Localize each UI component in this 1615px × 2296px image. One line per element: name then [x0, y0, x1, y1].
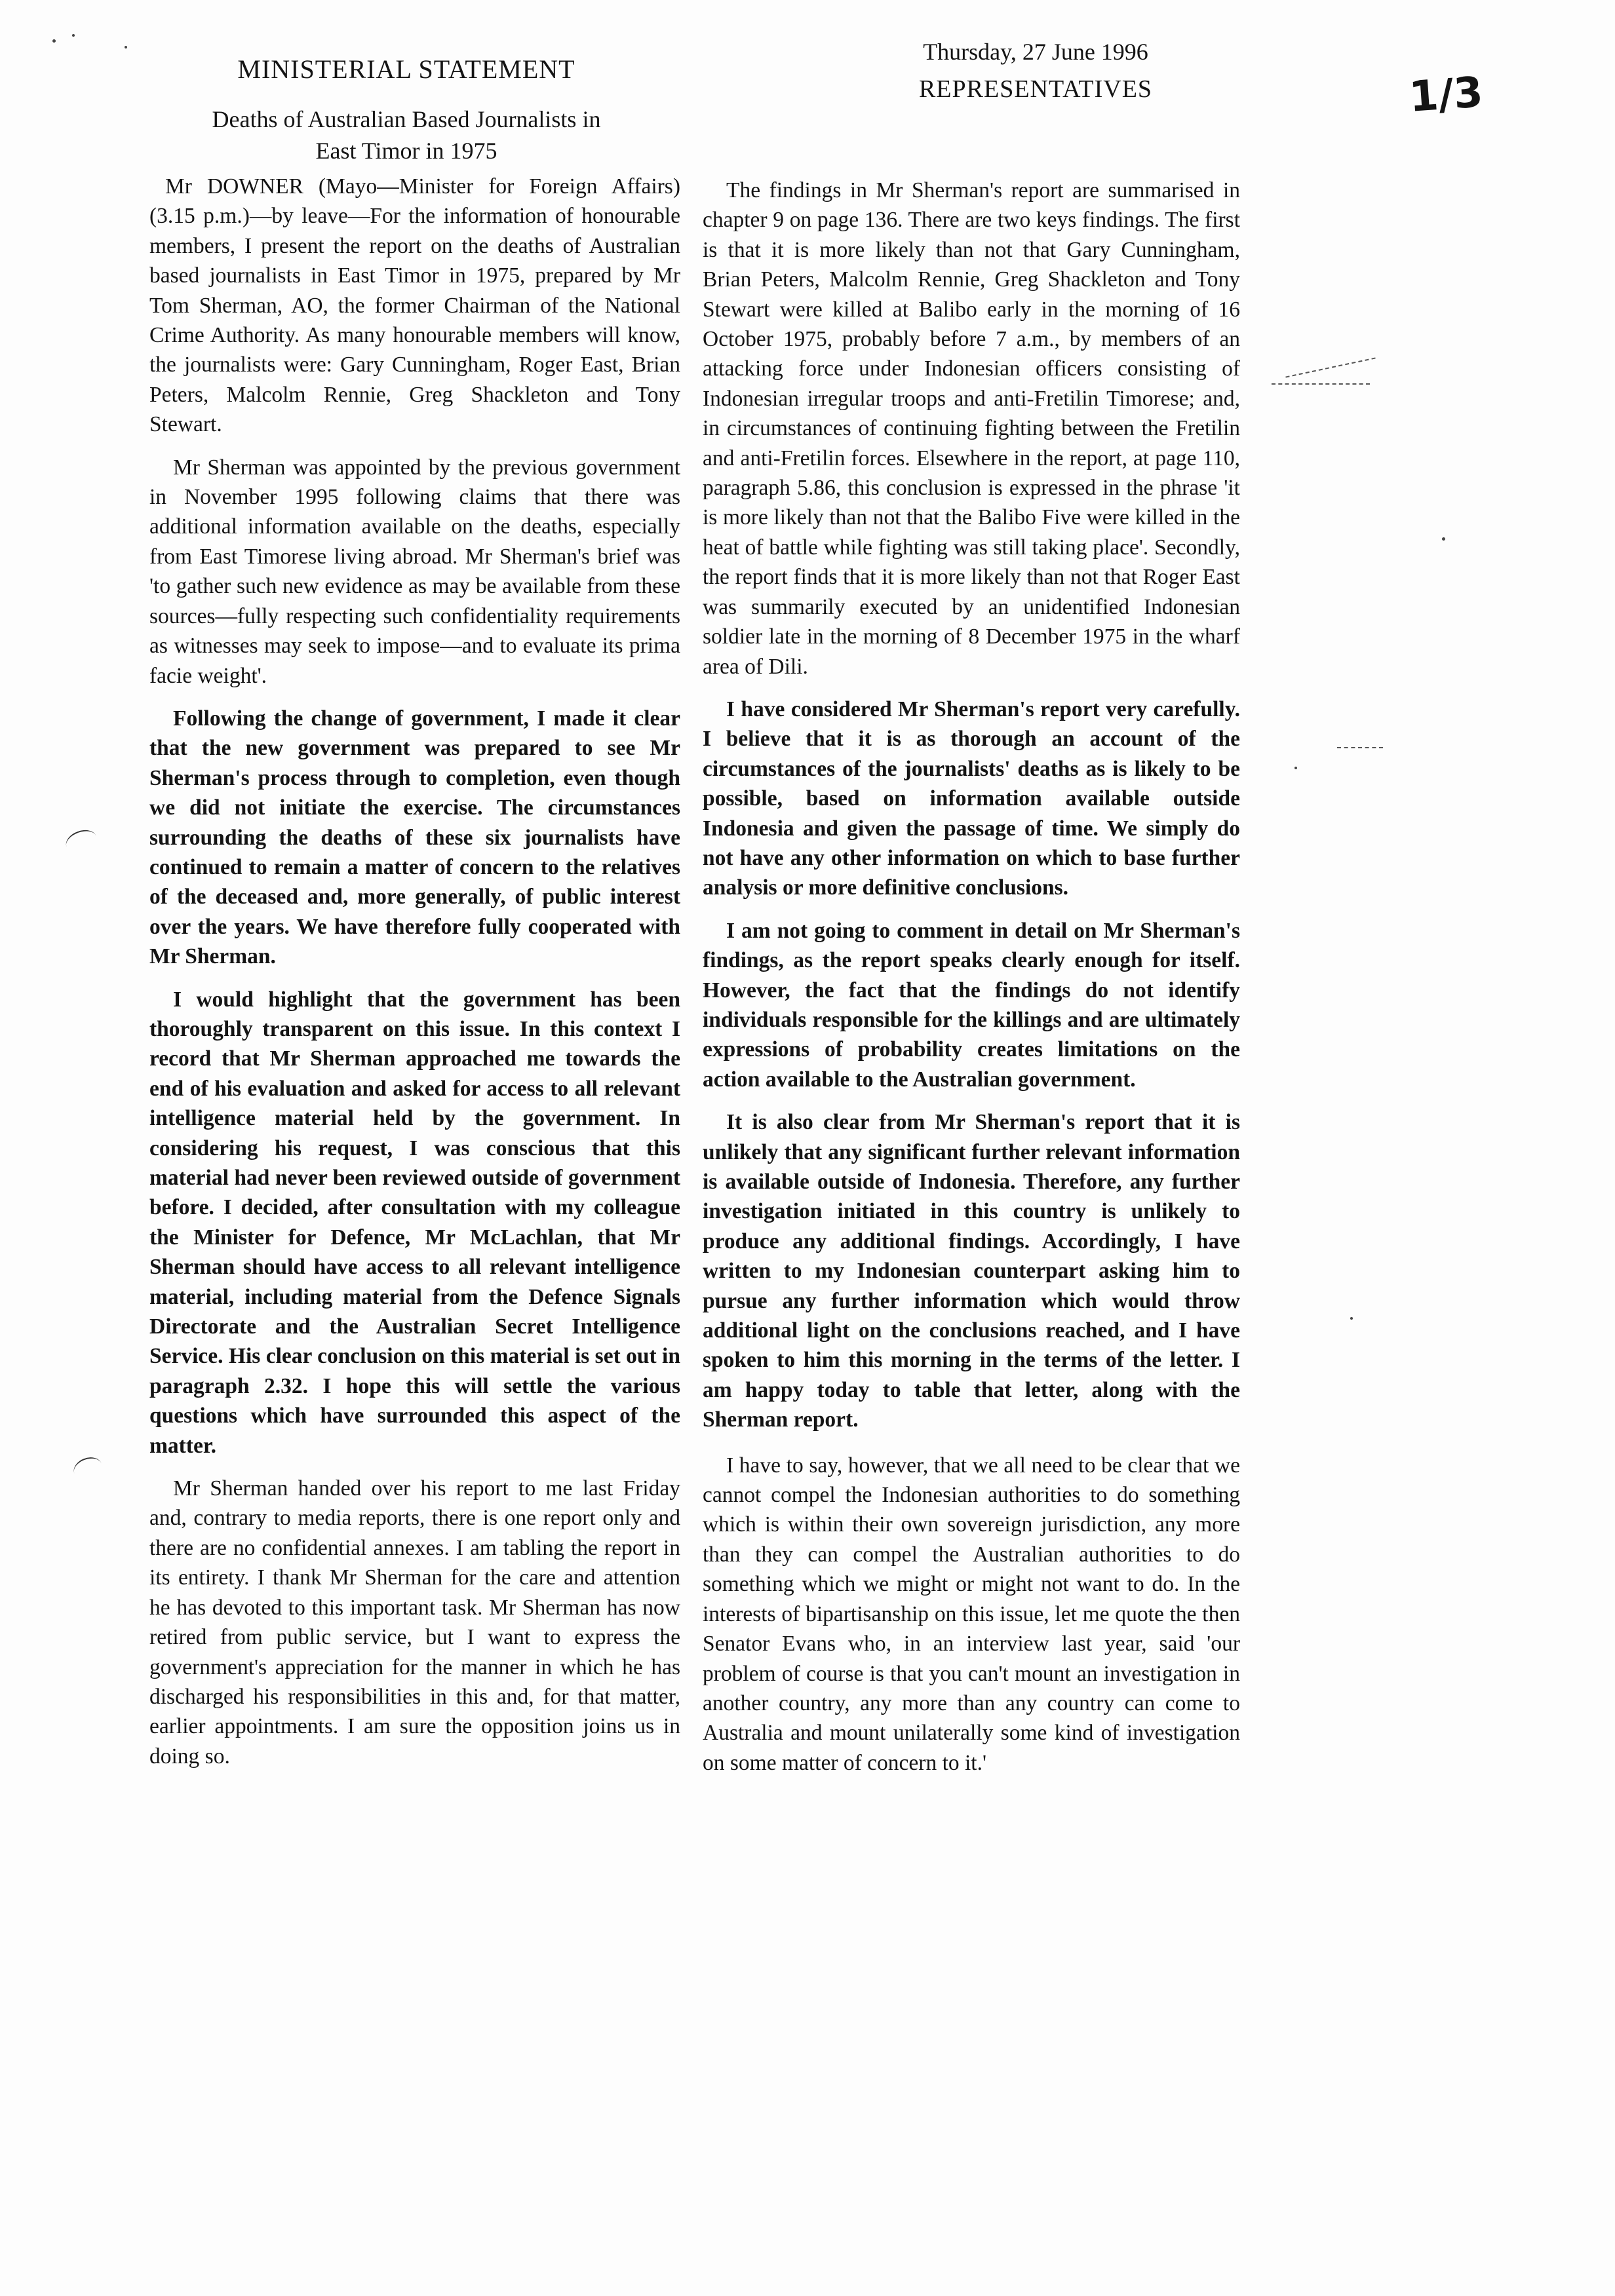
handwritten-page-marker: 1/3	[1407, 68, 1485, 122]
paragraph: I have to say, however, that we all need to be clear that we cannot compel the Indonesian authorities to do something which is within their own sovereign jurisdiction, any more than they can compel the Australian authorities to do something which we might or might not want to do. In the interests of bipartisanship on this issue, let me quote the then Senator Evans who, in an interview last year, said 'our problem of course is that you can't mount an investigation in another country, any more than any country can come to Australia and mount unilaterally some kind of investigation on some matter of concern to it.'	[703, 1453, 1240, 1775]
margin-bracket-mark	[71, 1453, 105, 1483]
paragraph: I am not going to comment in detail on Mr Sherman's findings, as the report speaks clearly enough for itself. However, the fact that the findings do not identify individuals responsible for the killings and are ultimately expressions of probability creates limitations on the action available to the Australian government.	[703, 918, 1240, 1092]
right-column	[703, 176, 1240, 1791]
scan-speck	[52, 39, 56, 43]
paragraph: Mr Sherman handed over his report to me last Friday and, contrary to media reports, there is one report only and there are no confidential annexes. I am tabling the report in its entirety. I thank Mr Sherman for the care and attention he has devoted to this important task. Mr Sherman has now retired from public service, but I want to express the government's appreciation for the manner in which he has discharged his responsibilities in this and, for that matter, earlier appointments. I am sure the opposition joins us in doing so.	[149, 1476, 680, 1769]
section-header: MINISTERIAL STATEMENT	[237, 54, 575, 84]
scan-speck	[1350, 1317, 1353, 1320]
statement-title	[138, 104, 675, 166]
scan-speck	[1442, 537, 1445, 541]
statement-title-line-2: East Timor in 1975	[315, 138, 497, 164]
paragraph: It is also clear from Mr Sherman's report that it is unlikely that any significant further relevant information is available outside of Indonesia. Therefore, any further investigation initiated in this country is unlikely to produce any additional findings. Accordingly, I have written to my Indonesian counterpart asking him to pursue any further information which would throw additional light on the conclusions reached, and I have spoken to him this morning in the terms of the letter. I am happy today to table that letter, along with the Sherman report.	[703, 1110, 1240, 1432]
left-column	[149, 172, 680, 1784]
paragraph: Mr Sherman was appointed by the previous government in November 1995 following claims that there was additional information available on the deaths, especially from East Timorese living abroad. Mr Sherman's brief was 'to gather such new evidence as may be available from these sources—fully respecting such confidentiality requirements as witnesses may seek to impose—and to evaluate its prima facie weight'.	[149, 455, 680, 688]
paragraph: I would highlight that the government has been thoroughly transparent on this issue. In this context I record that Mr Sherman approached me towards the end of his evaluation and asked for access to all relevant intelligence material held by the government. In considering his request, I was conscious that this material had never been reviewed outside of government before. I decided, after consultation with my colleague the Minister for Defence, Mr McLachlan, that Mr Sherman should have access to all relevant intelligence material, including material from the Defence Signals Directorate and the Australian Secret Intelligence Service. His clear conclusion on this material is set out in paragraph 2.32. I hope this will settle the various questions which have surrounded this aspect of the matter.	[149, 987, 680, 1458]
scan-speck	[125, 46, 127, 48]
paragraph: I have considered Mr Sherman's report very carefully. I believe that it is as thorough an account of the circumstances of the journalists' deaths as is likely to be possible, based on information available outside Indonesia and given the passage of time. We simply do not have any other information on which to base further analysis or more definitive conclusions.	[703, 697, 1240, 900]
scan-speck	[1294, 767, 1297, 769]
house-name: REPRESENTATIVES	[918, 75, 1153, 103]
paragraph-text: (Mayo—Minister for Foreign Affairs) (3.15 p.m.)—by leave—For the information of honourable members, I present the report on the deaths of Australian based journalists in East Timor in 1975, prepared by Mr Tom Sherman, AO, the former Chairman of the National Crime Authority. As many honourable members will know, the journalists were: Gary Cunningham, Roger East, Brian Peters, Malcolm Rennie, Greg Shackleton and Tony Stewart.	[149, 174, 681, 437]
handwritten-annotation-line	[1272, 383, 1370, 385]
speaker-name: Mr DOWNER	[165, 174, 303, 199]
handwritten-annotation-line	[1337, 747, 1383, 748]
paragraph: Following the change of government, I made it clear that the new government was prepared to see Mr Sherman's process through to completion, even though we did not initiate the exercise. The circumstances surrounding the deaths of these six journalists have continued to remain a matter of concern to the relatives of the deceased and, more generally, of public interest over the years. We have therefore fully cooperated with Mr Sherman.	[149, 706, 680, 969]
paragraph	[149, 172, 680, 440]
scan-speck	[72, 34, 75, 37]
statement-title-line-1: Deaths of Australian Based Journalists in	[212, 106, 601, 132]
handwritten-annotation-line	[1285, 357, 1375, 377]
paragraph: The findings in Mr Sherman's report are summarised in chapter 9 on page 136. There are two keys findings. The first is that it is more likely than not that Gary Cunningham, Brian Peters, Malcolm Rennie, Greg Shackleton and Tony Stewart were killed at Balibo early in the morning of 16 October 1975, probably before 7 a.m., by members of an attacking force under Indonesian officers consisting of Indonesian irregular troops and anti-Fretilin Timorese; and, in circumstances of continuing fighting between the Fretilin and anti-Fretilin forces. Elsewhere in the report, at page 110, paragraph 5.86, this conclusion is expressed in the phrase 'it is more likely than not that the Balibo Five were killed in the heat of battle while fighting was still taking place'. Secondly, the report finds that it is more likely than not that Roger East was summarily executed by an unidentified Indonesian soldier late in the morning of 8 December 1975 in the wharf area of Dili.	[703, 178, 1240, 679]
date-block	[852, 38, 1219, 104]
margin-bracket-mark	[63, 826, 100, 856]
sitting-date: Thursday, 27 June 1996	[923, 39, 1148, 65]
